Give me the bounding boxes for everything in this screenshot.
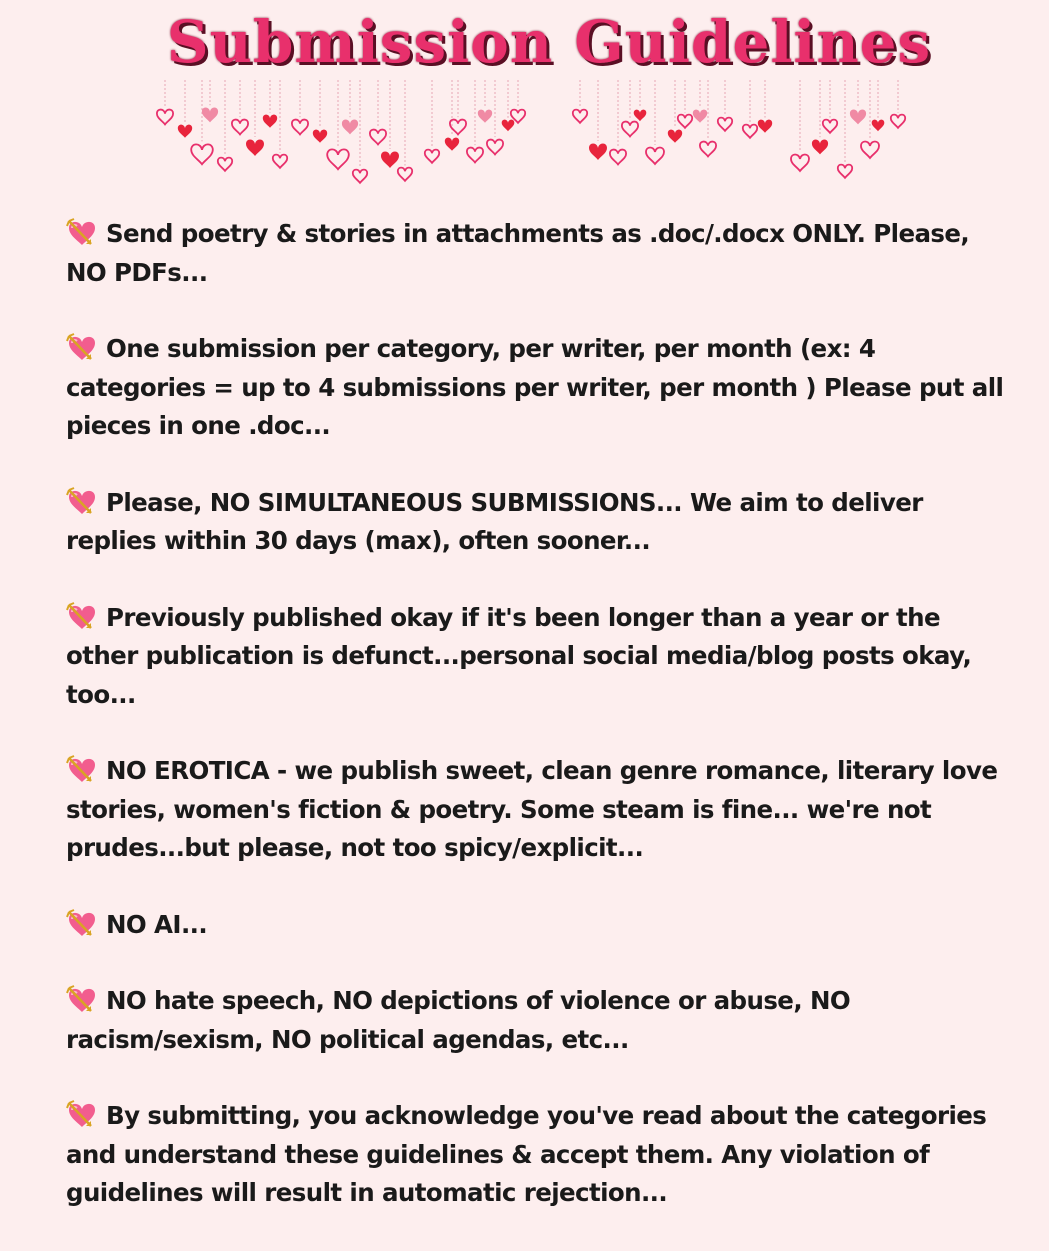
hanging-heart-icon bbox=[758, 120, 772, 133]
hanging-heart-icon bbox=[646, 148, 664, 165]
guidelines-list bbox=[66, 215, 1006, 1251]
guideline-text: Previously published okay if it's been longer than a year or the other publication is defunct...personal social media/blog posts okay, too... bbox=[66, 602, 972, 709]
hanging-heart-icon bbox=[693, 110, 707, 123]
guideline-item bbox=[66, 484, 1006, 561]
hanging-heart-icon bbox=[823, 120, 837, 133]
hanging-heart-icon bbox=[791, 155, 809, 172]
hanging-heart-icon bbox=[850, 110, 866, 125]
hanging-heart-icon bbox=[178, 125, 192, 138]
heart-with-arrow-icon bbox=[66, 602, 98, 632]
hanging-heart-icon bbox=[425, 150, 439, 163]
hanging-heart-icon bbox=[634, 110, 647, 122]
hanging-heart-icon bbox=[342, 120, 358, 135]
guideline-item bbox=[66, 1097, 1006, 1213]
heart-with-arrow-icon bbox=[66, 218, 98, 248]
hanging-heart-icon bbox=[610, 150, 626, 165]
hanging-heart-icon bbox=[218, 158, 232, 171]
hanging-heart-icon bbox=[445, 138, 459, 151]
hanging-heart-icon bbox=[622, 122, 638, 137]
hanging-heart-icon bbox=[353, 170, 367, 183]
hanging-heart-icon bbox=[202, 108, 218, 123]
hanging-heart-icon bbox=[381, 152, 399, 169]
hanging-heart-icon bbox=[812, 140, 828, 155]
hanging-heart-icon bbox=[157, 110, 173, 125]
guideline-item bbox=[66, 215, 1006, 292]
hanging-heart-icon bbox=[273, 155, 287, 168]
guideline-text: NO hate speech, NO depictions of violence or abuse, NO racism/sexism, NO political agendas, etc... bbox=[66, 986, 851, 1054]
hanging-heart-icon bbox=[292, 120, 308, 135]
guideline-text: By submitting, you acknowledge you've read about the categories and understand these guidelines & accept them. Any violation of guidelines will result in automatic rejection... bbox=[66, 1101, 987, 1207]
guideline-text: NO EROTICA - we publish sweet, clean genre romance, literary love stories, women's fiction & poetry. Some steam is fine... we're not prudes...but please, not too spicy/explicit... bbox=[66, 756, 998, 862]
heart-with-arrow-icon bbox=[66, 909, 98, 939]
hanging-heart-icon bbox=[478, 110, 492, 123]
hanging-heart-icon bbox=[838, 165, 852, 178]
hanging-heart-icon bbox=[700, 142, 716, 157]
guideline-text: NO AI... bbox=[106, 909, 208, 939]
hanging-heart-icon bbox=[232, 120, 248, 135]
guideline-text: Please, NO SIMULTANEOUS SUBMISSIONS... We aim to deliver replies within 30 days (max), often sooner... bbox=[66, 487, 923, 555]
guideline-text: Send poetry & stories in attachments as .doc/.docx ONLY. Please, NO PDFs... bbox=[66, 219, 970, 287]
page-title: Submission Guidelines bbox=[166, 8, 932, 76]
heart-with-arrow-icon bbox=[66, 333, 98, 363]
hanging-heart-icon bbox=[467, 148, 483, 163]
guideline-text: One submission per category, per writer, per month (ex: 4 categories = up to 4 submissions per writer, per month ) Please put all pieces in one .doc... bbox=[66, 334, 1004, 440]
hanging-heart-icon bbox=[678, 115, 692, 128]
hanging-heart-icon bbox=[573, 110, 587, 123]
guideline-item bbox=[66, 330, 1006, 446]
hanging-heart-icon bbox=[313, 130, 327, 143]
hanging-heart-icon bbox=[743, 125, 757, 138]
hanging-heart-icon bbox=[370, 130, 386, 145]
guideline-item bbox=[66, 982, 1006, 1059]
guideline-item bbox=[66, 599, 1006, 715]
heart-with-arrow-icon bbox=[66, 1100, 98, 1130]
hanging-heart-icon bbox=[718, 118, 732, 131]
guideline-item bbox=[66, 752, 1006, 868]
hanging-heart-icon bbox=[487, 140, 503, 155]
hanging-heart-icon bbox=[891, 115, 905, 128]
hanging-heart-icon bbox=[398, 168, 412, 181]
hanging-heart-icon bbox=[861, 142, 879, 159]
heart-with-arrow-icon bbox=[66, 985, 98, 1015]
hanging-heart-icon bbox=[589, 144, 607, 161]
hanging-heart-icon bbox=[668, 130, 682, 143]
heart-with-arrow-icon bbox=[66, 755, 98, 785]
hanging-heart-icon bbox=[246, 140, 264, 157]
hanging-hearts-decoration bbox=[140, 80, 940, 195]
hanging-heart-icon bbox=[191, 144, 213, 164]
guideline-item bbox=[66, 906, 1006, 945]
hanging-heart-icon bbox=[263, 115, 277, 128]
hanging-heart-icon bbox=[872, 120, 885, 132]
hanging-heart-icon bbox=[327, 149, 349, 169]
heart-with-arrow-icon bbox=[66, 487, 98, 517]
hanging-heart-icon bbox=[502, 120, 515, 132]
